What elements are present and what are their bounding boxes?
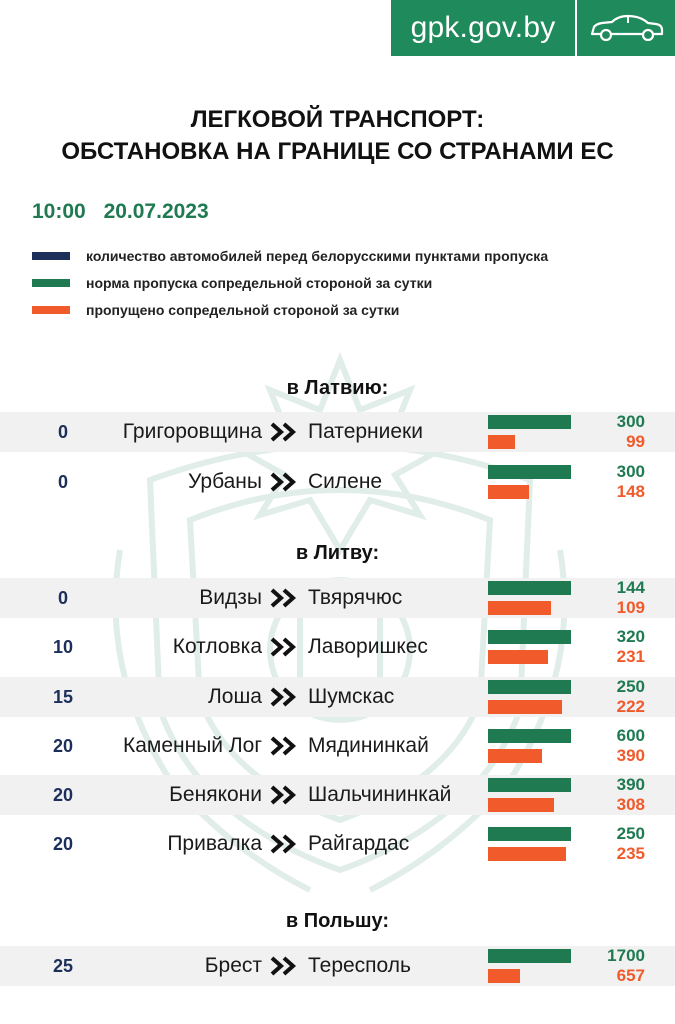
checkpoint-row <box>0 462 675 502</box>
queue-count: 10 <box>52 637 74 657</box>
queue-count: 0 <box>57 472 68 492</box>
checkpoint-row <box>0 946 675 986</box>
passed-value: 222 <box>616 697 645 716</box>
legend-item-norm <box>32 269 548 296</box>
norm-value: 250 <box>616 677 645 696</box>
queue-count: 15 <box>52 687 74 707</box>
norm-value: 250 <box>616 824 645 843</box>
checkpoint-row <box>0 824 675 864</box>
belarus-checkpoint: Григоровщина <box>122 420 262 443</box>
belarus-checkpoint: Урбаны <box>188 470 262 493</box>
neighbor-checkpoint: Патерниеки <box>308 420 423 443</box>
norm-bar <box>488 630 571 644</box>
passed-value: 109 <box>616 598 645 617</box>
belarus-checkpoint: Видзы <box>199 586 262 609</box>
passed-bar <box>488 650 548 664</box>
norm-bar <box>488 465 571 479</box>
queue-count: 25 <box>52 956 74 976</box>
norm-bar <box>488 949 571 963</box>
legend-label-norm: норма пропуска сопредельной стороной за сутки <box>86 274 433 291</box>
legend <box>32 242 548 323</box>
norm-value: 1700 <box>607 946 645 965</box>
passed-bar <box>488 601 551 615</box>
neighbor-checkpoint: Твярячюс <box>308 586 403 609</box>
queue-count: 20 <box>52 785 74 805</box>
report-time: 10:00 <box>32 200 86 223</box>
double-chevron-icon <box>270 588 298 608</box>
norm-bar <box>488 581 571 595</box>
norm-bar <box>488 729 571 743</box>
norm-value: 600 <box>616 726 645 745</box>
double-chevron-icon <box>270 637 298 657</box>
neighbor-checkpoint: Силене <box>308 470 383 493</box>
passed-bar <box>488 435 515 449</box>
page-title-line-2: ОБСТАНОВКА НА ГРАНИЦЕ СО СТРАНАМИ ЕС <box>61 138 614 165</box>
section-title-latvia: в Латвию: <box>286 377 389 399</box>
passed-value: 231 <box>616 647 645 666</box>
legend-swatch-norm <box>32 279 70 287</box>
passed-value: 235 <box>616 844 645 863</box>
passed-bar <box>488 485 529 499</box>
checkpoint-row <box>0 677 675 717</box>
norm-bar <box>488 680 571 694</box>
section-title-lithuania: в Литву: <box>295 542 380 564</box>
belarus-checkpoint: Каменный Лог <box>122 734 262 757</box>
norm-bar <box>488 827 571 841</box>
neighbor-checkpoint: Лаворишкес <box>308 635 428 658</box>
report-date: 20.07.2023 <box>103 200 209 223</box>
belarus-checkpoint: Брест <box>204 954 262 977</box>
norm-value: 320 <box>616 627 645 646</box>
section-title-poland: в Польшу: <box>285 910 390 932</box>
norm-bar <box>488 778 571 792</box>
neighbor-checkpoint: Райгардас <box>308 832 410 855</box>
double-chevron-icon <box>270 785 298 805</box>
norm-bar <box>488 415 571 429</box>
norm-value: 300 <box>616 412 645 431</box>
checkpoint-row <box>0 627 675 667</box>
belarus-checkpoint: Привалка <box>167 832 262 855</box>
neighbor-checkpoint: Шумскас <box>308 685 395 708</box>
passed-bar <box>488 749 542 763</box>
checkpoint-row <box>0 412 675 452</box>
legend-item-queue <box>32 242 548 269</box>
brand-bar <box>391 0 675 56</box>
report-datetime <box>32 200 221 224</box>
passed-value: 99 <box>626 432 645 451</box>
legend-label-queue: количество автомобилей перед белорусскими пунктами пропуска <box>86 247 549 264</box>
passed-bar <box>488 969 520 983</box>
neighbor-checkpoint: Мядининкай <box>308 734 429 757</box>
passed-bar <box>488 700 562 714</box>
passed-value: 657 <box>616 966 645 985</box>
passed-bar <box>488 798 554 812</box>
legend-label-passed: пропущено сопредельной стороной за сутки <box>86 301 400 318</box>
queue-count: 20 <box>52 834 74 854</box>
car-icon <box>577 0 675 56</box>
legend-swatch-queue <box>32 252 70 260</box>
checkpoint-row <box>0 726 675 766</box>
page-title <box>0 104 675 168</box>
neighbor-checkpoint: Тересполь <box>308 954 411 977</box>
passed-value: 308 <box>616 795 645 814</box>
double-chevron-icon <box>270 687 298 707</box>
belarus-checkpoint: Бенякони <box>169 783 262 806</box>
passed-value: 390 <box>616 746 645 765</box>
queue-count: 0 <box>57 588 68 608</box>
double-chevron-icon <box>270 956 298 976</box>
page-title-line-1: ЛЕГКОВОЙ ТРАНСПОРТ: <box>190 106 485 133</box>
queue-count: 0 <box>57 422 68 442</box>
queue-count: 20 <box>52 736 74 756</box>
belarus-checkpoint: Лоша <box>208 685 262 708</box>
passed-value: 148 <box>616 482 645 501</box>
checkpoint-row <box>0 578 675 618</box>
site-name[interactable]: gpk.gov.by <box>410 11 556 44</box>
legend-item-passed <box>32 296 548 323</box>
norm-value: 390 <box>616 775 645 794</box>
belarus-checkpoint: Котловка <box>172 635 262 658</box>
checkpoint-row <box>0 775 675 815</box>
norm-value: 144 <box>616 578 645 597</box>
double-chevron-icon <box>270 422 298 442</box>
neighbor-checkpoint: Шальчининкай <box>308 783 452 806</box>
double-chevron-icon <box>270 834 298 854</box>
legend-swatch-passed <box>32 306 70 314</box>
double-chevron-icon <box>270 472 298 492</box>
double-chevron-icon <box>270 736 298 756</box>
passed-bar <box>488 847 566 861</box>
norm-value: 300 <box>616 462 645 481</box>
